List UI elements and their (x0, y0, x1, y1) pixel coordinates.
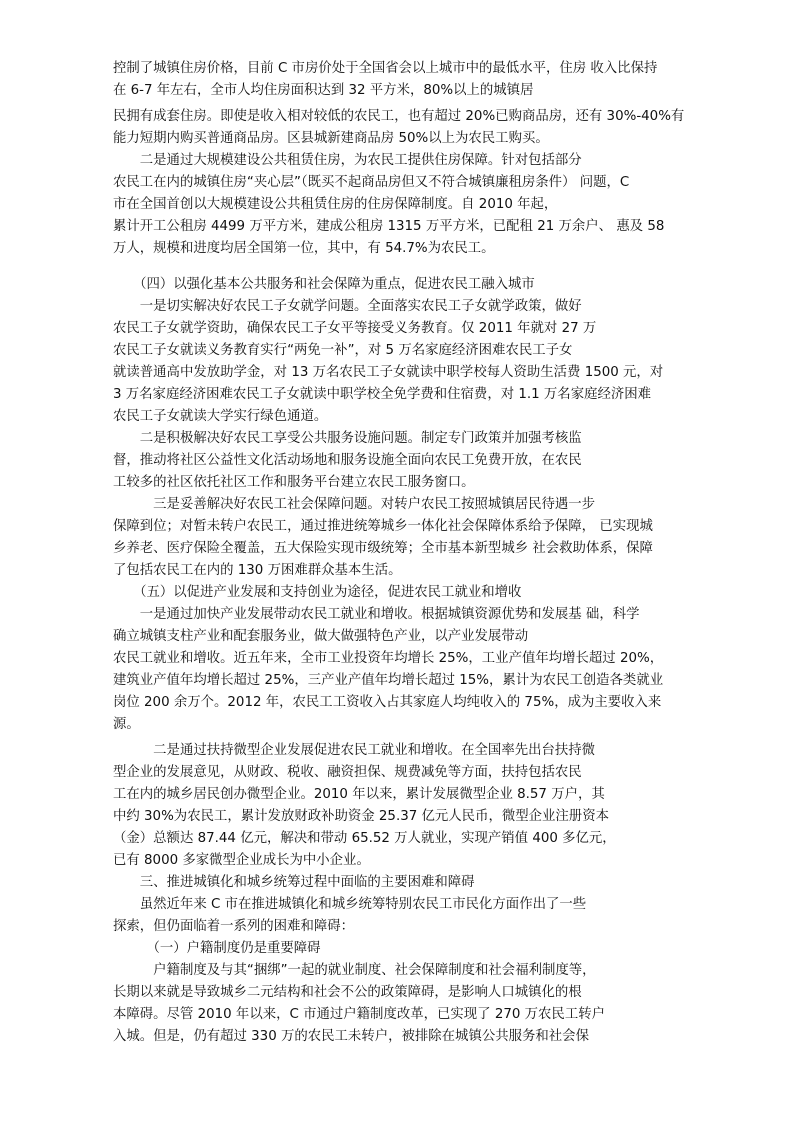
body-text-line: 二是积极解决好农民工享受公共服务设施问题。制定专门政策并加强考核监 (113, 431, 582, 446)
body-text-line: 农民工在内的城镇住房“夹心层”（既买不起商品房但又不符合城镇廉租房条件） 问题，C (113, 175, 630, 190)
body-text-line: 确立城镇支柱产业和配套服务业，做大做强特色产业，以产业发展带动 (113, 629, 529, 644)
body-text-line: 二是通过大规模建设公共租赁住房，为农民工提供住房保障。针对包括部分 (113, 153, 582, 168)
body-text-line: 农民工子女就读大学实行绿色通道。 (113, 409, 328, 424)
body-text-line: 户籍制度及与其“捆绑”一起的就业制度、社会保障制度和社会福利制度等， (113, 963, 596, 978)
body-text-line: （金）总额达 87.44 亿元，解决和带动 65.52 万人就业，实现产销值 400 多亿元， (113, 831, 616, 846)
body-text-line: 保障到位；对暂未转户农民工，通过推进统筹城乡一体化社会保障体系给予保障， 已实现城 (113, 519, 653, 534)
section-heading: （四）以强化基本公共服务和社会保障为重点，促进农民工融入城市 (113, 277, 535, 292)
body-text-line: 民拥有成套住房。即使是收入相对较低的农民工，也有超过 20%已购商品房，还有 30%-40%有 (113, 109, 685, 124)
body-text-line: 农民工就业和增收。近五年来，全市工业投资年均增长 25%，工业产值年均增长超过 20%， (113, 651, 664, 666)
body-text-line: 了包括农民工在内的 130 万困难群众基本生活。 (113, 563, 402, 578)
body-text-line: 工在内的城乡居民创办微型企业。2010 年以来，累计发展微型企业 8.57 万户，其 (113, 787, 605, 802)
body-text-line: 乡养老、医疗保险全覆盖，五大保险实现市级统筹；全市基本新型城乡 社会救助体系，保障 (113, 541, 653, 556)
body-text-line: 二是通过扶持微型企业发展促进农民工就业和增收。在全国率先出台扶持微 (113, 743, 596, 758)
body-text-line: 岗位 200 余万个。2012 年，农民工工资收入占其家庭人均纯收入的 75%，成为主要收入来 (113, 695, 662, 710)
body-text-line: 探索，但仍面临着一系列的困难和障碍： (113, 919, 355, 934)
body-text-line: 本障碍。尽管 2010 年以来，C 市通过户籍制度改革，已实现了 270 万农民工转户 (113, 1007, 605, 1022)
body-text-line: 市在全国首创以大规模建设公共租赁住房的住房保障制度。自 2010 年起， (113, 197, 558, 212)
body-text-line: 入城。但是，仍有超过 330 万的农民工未转户，被排除在城镇公共服务和社会保 (113, 1029, 589, 1044)
section-heading: 三、推进城镇化和城乡统筹过程中面临的主要困难和障碍 (113, 875, 475, 890)
body-text-line: 农民工子女就读义务教育实行“两免一补”，对 5 万名家庭经济困难农民工子女 (113, 343, 573, 358)
body-text-line: 一是通过加快产业发展带动农民工就业和增收。根据城镇资源优势和发展基 础，科学 (113, 607, 640, 622)
body-text-line: 长期以来就是导致城乡二元结构和社会不公的政策障碍，是影响人口城镇化的根 (113, 985, 582, 1000)
body-text-line: 已有 8000 多家微型企业成长为中小企业。 (113, 853, 370, 868)
body-text-line: 源。 (113, 717, 140, 732)
body-text-line: 累计开工公租房 4499 万平方米，建成公租房 1315 万平方米，已配租 21 万余户、 惠及 58 (113, 219, 665, 234)
body-text-line: 工较多的社区依托社区工作和服务平台建立农民工服务窗口。 (113, 475, 475, 490)
section-heading: （五）以促进产业发展和支持创业为途径，促进农民工就业和增收 (113, 585, 522, 600)
body-text-line: 中约 30%为农民工，累计发放财政补助资金 25.37 亿元人民币，微型企业注册资本 (113, 809, 609, 824)
body-text-line: 万人，规模和进度均居全国第一位，其中，有 54.7%为农民工。 (113, 241, 495, 256)
body-text-line: 一是切实解决好农民工子女就学问题。全面落实农民工子女就学政策，做好 (113, 299, 582, 314)
body-text-line: 三是妥善解决好农民工社会保障问题。对转户农民工按照城镇居民待遇一步 (113, 497, 596, 512)
body-text-line: 建筑业产值年均增长超过 25%，三产业产值年均增长超过 15%，累计为农民工创造各类就业 (113, 673, 664, 688)
body-text-line: 能力短期内购买普通商品房。区县城新建商品房 50%以上为农民工购买。 (113, 131, 549, 146)
subsection-heading: （一）户籍制度仍是重要障碍 (113, 941, 321, 956)
body-text-line: 3 万名家庭经济困难农民工子女就读中职学校全免学费和住宿费，对 1.1 万名家庭经济困难 (113, 387, 652, 402)
body-text-line: 督，推动将社区公益性文化活动场地和服务设施全面向农民工免费开放，在农民 (113, 453, 582, 468)
body-text-line: 型企业的发展意见，从财政、税收、融资担保、规费减免等方面，扶持包括农民 (113, 765, 582, 780)
body-text-line: 在 6-7 年左右，全市人均住房面积达到 32 平方米，80%以上的城镇居 (113, 83, 534, 98)
body-text-line: 就读普通高中发放助学金，对 13 万名农民工子女就读中职学校每人资助生活费 1500 元，对 (113, 365, 664, 380)
body-text-line: 虽然近年来 C 市在推进城镇化和城乡统筹特别农民工市民化方面作出了一些 (113, 897, 587, 912)
body-text-line: 农民工子女就学资助，确保农民工子女平等接受义务教育。仅 2011 年就对 27 万 (113, 321, 597, 336)
body-text-line: 控制了城镇住房价格，目前 C 市房价处于全国省会以上城市中的最低水平，住房 收入比保持 (113, 61, 658, 76)
